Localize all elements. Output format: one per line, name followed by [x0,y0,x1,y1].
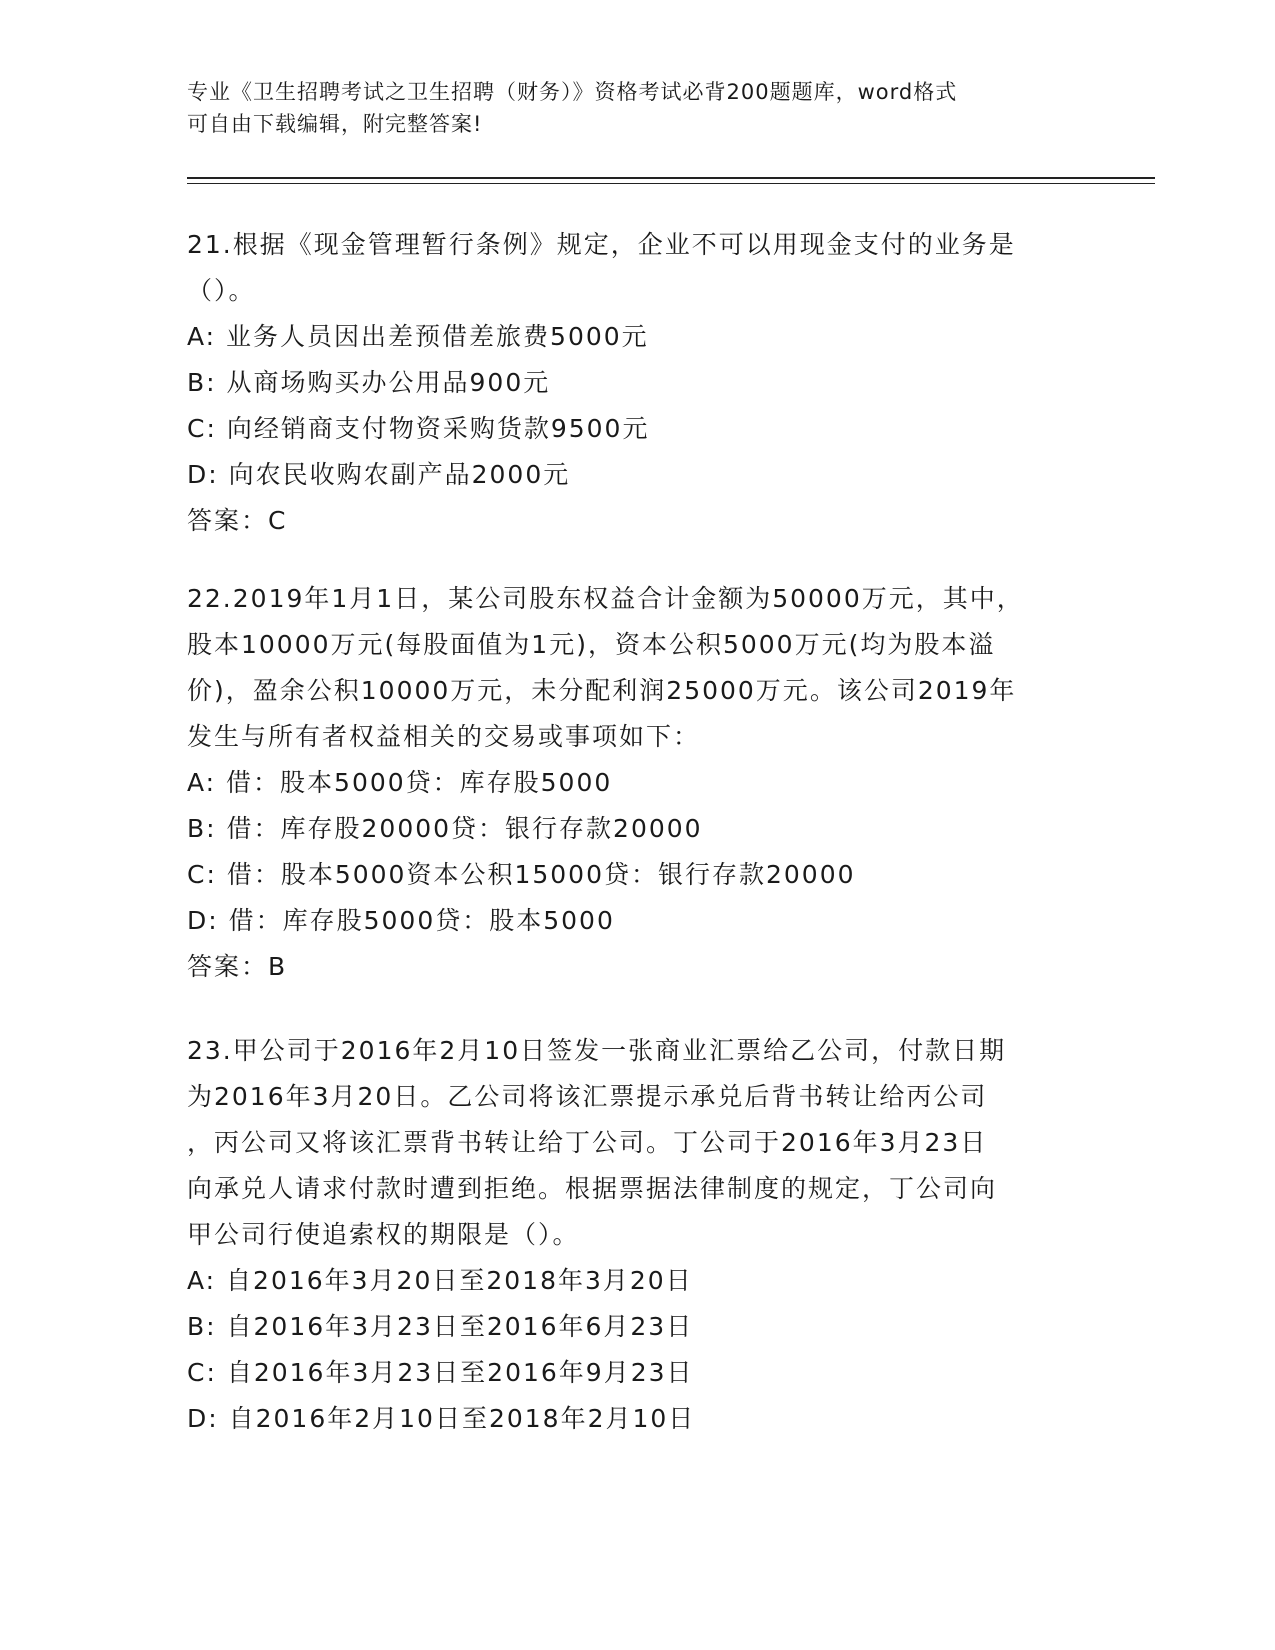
option-c: C: 借：股本5000资本公积15000贷：银行存款20000 [187,860,856,889]
question-text-line: 为2016年3月20日。乙公司将该汇票提示承兑后背书转让给丙公司 [187,1082,988,1111]
question-text-line: 股本10000万元(每股面值为1元)，资本公积5000万元(均为股本溢 [187,630,996,659]
option-d: D: 向农民收购农副产品2000元 [187,460,571,489]
header-divider-thin [187,183,1155,184]
option-c: C: 向经销商支付物资采购货款9500元 [187,414,650,443]
option-d: D: 自2016年2月10日至2018年2月10日 [187,1404,696,1433]
header-line-1: 专业《卫生招聘考试之卫生招聘（财务）》资格考试必背200题题库，word格式 [187,80,958,104]
question-23 [187,1028,1087,1442]
option-c: C: 自2016年3月23日至2016年9月23日 [187,1358,694,1387]
option-b: B: 自2016年3月23日至2016年6月23日 [187,1312,694,1341]
question-text-line: 发生与所有者权益相关的交易或事项如下： [187,722,701,751]
question-text-line: 23.甲公司于2016年2月10日签发一张商业汇票给乙公司，付款日期 [187,1036,1007,1065]
question-text-line: ，丙公司又将该汇票背书转让给丁公司。丁公司于2016年3月23日 [187,1128,988,1157]
option-a: A: 业务人员因出差预借差旅费5000元 [187,322,649,351]
question-text-line: 价)，盈余公积10000万元，未分配利润25000万元。该公司2019年 [187,676,1017,705]
answer: 答案：C [187,506,288,535]
option-b: B: 借：库存股20000贷：银行存款20000 [187,814,703,843]
question-21 [187,222,1087,544]
question-text-line: （）。 [187,276,256,305]
document-header [187,76,1067,140]
question-text-line: 21.根据《现金管理暂行条例》规定，企业不可以用现金支付的业务是 [187,230,1016,259]
header-line-2: 可自由下载编辑，附完整答案! [187,112,483,136]
question-text-line: 22.2019年1月1日，某公司股东权益合计金额为50000万元，其中， [187,584,1024,613]
question-text-line: 向承兑人请求付款时遭到拒绝。根据票据法律制度的规定，丁公司向 [187,1174,998,1203]
option-b: B: 从商场购买办公用品900元 [187,368,551,397]
option-d: D: 借：库存股5000贷：股本5000 [187,906,615,935]
question-22 [187,576,1087,990]
question-text-line: 甲公司行使追索权的期限是（）。 [187,1220,580,1249]
header-divider-thick [187,177,1155,179]
answer: 答案：B [187,952,288,981]
option-a: A: 自2016年3月20日至2018年3月20日 [187,1266,693,1295]
option-a: A: 借：股本5000贷：库存股5000 [187,768,613,797]
